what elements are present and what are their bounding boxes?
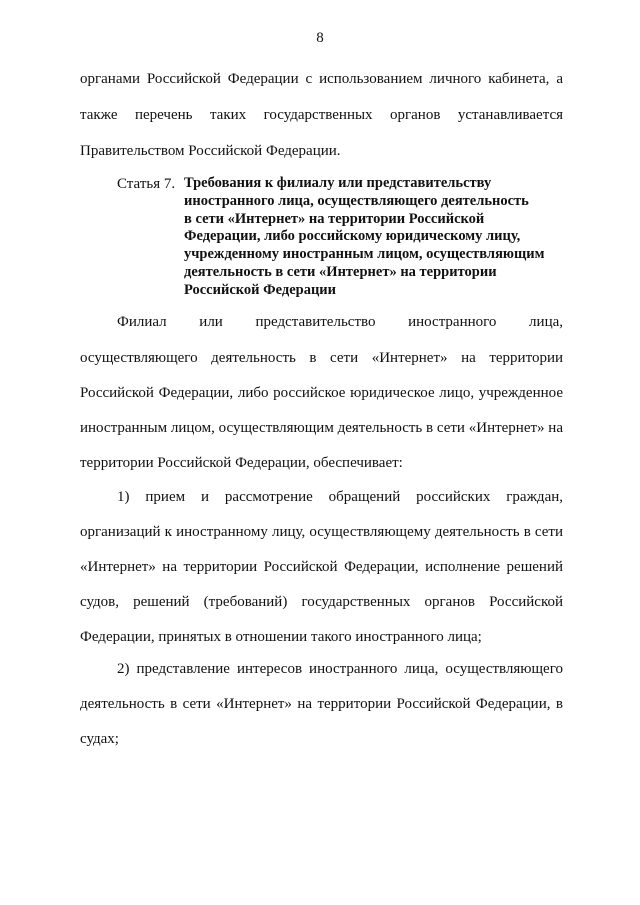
- article-title-line: иностранного лица, осуществляющего деятельность: [184, 192, 529, 209]
- text-line: организаций к иностранному лицу, осуществляющему деятельность в сети: [80, 524, 563, 540]
- text-line: Федерации, принятых в отношении такого иностранного лица;: [80, 629, 482, 645]
- text-line: 1) прием и рассмотрение обращений российских граждан,: [117, 489, 563, 505]
- article-title-line: Требования к филиалу или представительству: [184, 175, 492, 191]
- text-line: судов, решений (требований) государственных органов Российской: [80, 594, 563, 610]
- text-line: Правительством Российской Федерации.: [80, 143, 341, 159]
- article-title-line: Российской Федерации: [184, 281, 337, 298]
- article-title-line: деятельность в сети «Интернет» на территории: [184, 263, 497, 280]
- text-line: «Интернет» на территории Российской Федерации, исполнение решений: [80, 559, 563, 575]
- text-line: территории Российской Федерации, обеспечивает:: [80, 455, 403, 471]
- text-line: осуществляющего деятельность в сети «Интернет» на территории: [80, 350, 563, 366]
- text-line: 2) представление интересов иностранного лица, осуществляющего: [117, 661, 563, 677]
- article-title-line: учрежденному иностранным лицом, осуществляющим: [184, 246, 545, 263]
- text-line: Российской Федерации, либо российское юридическое лицо, учрежденное: [80, 385, 563, 401]
- text-line: Филиал или представительство иностранного лица,: [117, 314, 563, 330]
- text-line: органами Российской Федерации с использованием личного кабинета, а: [80, 71, 563, 87]
- article-title-line: Федерации, либо российскому юридическому лицу,: [184, 228, 521, 245]
- article-label: Статья 7.: [117, 176, 176, 192]
- text-line: судах;: [80, 731, 119, 747]
- page-number: 8: [316, 30, 324, 46]
- text-line: иностранным лицом, осуществляющим деятельность в сети «Интернет» на: [80, 420, 563, 436]
- text-line: также перечень таких государственных органов устанавливается: [80, 107, 563, 123]
- article-title-line: в сети «Интернет» на территории Российской: [184, 210, 485, 227]
- text-line: деятельность в сети «Интернет» на территории Российской Федерации, в: [80, 696, 563, 712]
- article-title: [184, 175, 584, 300]
